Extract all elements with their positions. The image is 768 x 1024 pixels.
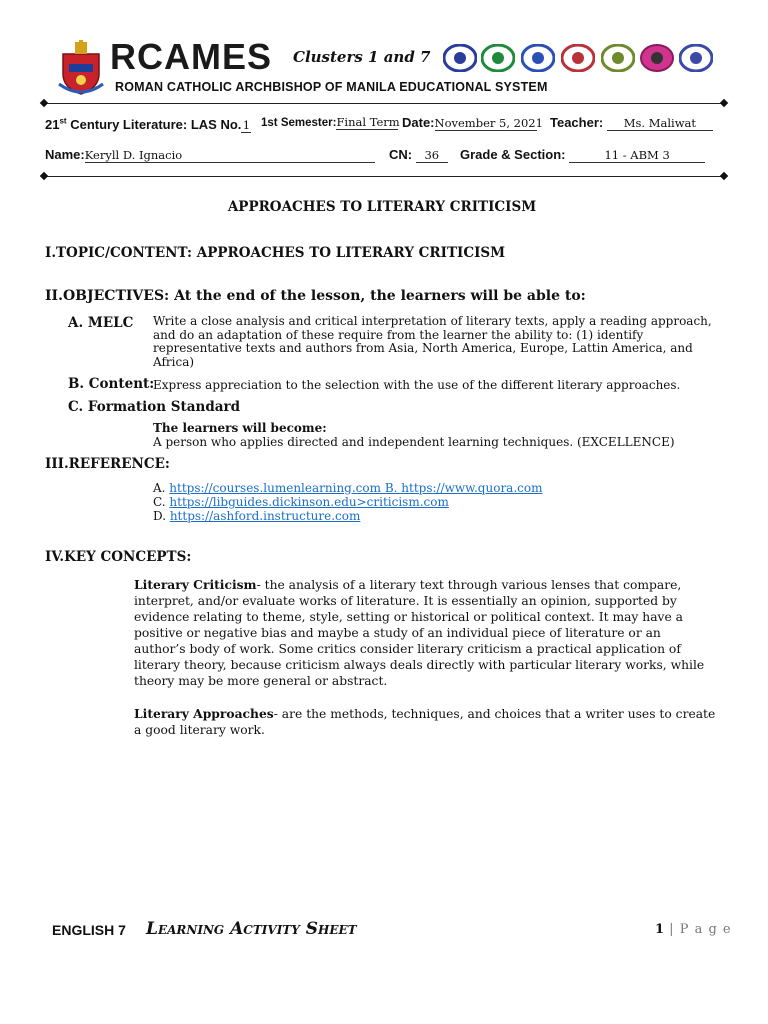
reference-heading: III.REFERENCE: xyxy=(45,456,170,472)
cluster-seal-6 xyxy=(640,44,674,72)
cluster-seal-4 xyxy=(561,44,595,72)
las-number-field[interactable]: 1 xyxy=(242,118,251,133)
grade-section-field xyxy=(460,147,705,163)
cn-label: CN: xyxy=(389,147,413,162)
reference-item-c: C. https://libguides.dickinson.edu>criticism.com xyxy=(153,495,449,509)
key-concepts-heading: IV.KEY CONCEPTS: xyxy=(45,549,192,565)
divider-diamond-left xyxy=(40,99,48,107)
melc-text: Write a close analysis and critical interpretation of literary texts, apply a reading approach, and do an adaptation of these require from the learner the ability to: (1) identify representative texts and authors from Asia, North America, Europe, Lattin America, and Africa) xyxy=(153,314,712,369)
objectives-heading: II.OBJECTIVES: At the end of the lesson, the learners will be able to: xyxy=(45,288,586,304)
cn-field xyxy=(389,147,448,163)
formation-standard-label: C. Formation Standard xyxy=(68,399,241,415)
organization-subtitle: ROMAN CATHOLIC ARCHBISHOP OF MANILA EDUCATIONAL SYSTEM xyxy=(115,80,548,94)
info-divider xyxy=(44,176,724,177)
cluster-seal-1 xyxy=(443,44,477,72)
learners-label: The learners will become: xyxy=(153,421,327,435)
reference-item-d: D. https://ashford.instructure.com xyxy=(153,509,361,523)
topic-heading: I.TOPIC/CONTENT: APPROACHES TO LITERARY CRITICISM xyxy=(45,245,506,261)
grade-section-value[interactable]: 11 - ABM 3 xyxy=(569,148,705,163)
footer-sheet-title: Learning Activity Sheet xyxy=(146,919,357,939)
literary-criticism-definition: Literary Criticism- the analysis of a literary text through various lenses that compare, interpret, and/or evaluate works of literature. It is essentially an opinion, supported by evidence relating to theme, style, setting or historical or political context. It may have a positive or negative bias and maybe a study of an individual piece of literature or an author’s body of work. Some critics consider literary criticism a practical application of literary theory, because criticism always deals directly with particular literary works, while theory may be more general or abstract. xyxy=(134,577,705,688)
brand-name: RCAMES xyxy=(110,36,273,77)
literary-criticism-term: Literary Criticism xyxy=(134,577,257,592)
reference-item-a: A. https://courses.lumenlearning.com B. https://www.quora.com xyxy=(153,481,543,495)
footer-subject: ENGLISH 7 xyxy=(52,922,126,938)
top-divider xyxy=(44,103,724,104)
teacher-label: Teacher: xyxy=(550,115,604,130)
teacher-value[interactable]: Ms. Maliwat xyxy=(607,116,713,131)
reference-link-d[interactable]: https://ashford.instructure.com xyxy=(169,509,361,523)
semester-value[interactable]: Final Term xyxy=(336,115,400,129)
document-title: APPROACHES TO LITERARY CRITICISM xyxy=(227,199,537,215)
date-field xyxy=(402,115,543,131)
cluster-seal-5 xyxy=(601,44,635,72)
reference-link-c[interactable]: https://libguides.dickinson.edu>criticism.com xyxy=(169,495,449,509)
subject-label: 21st Century Literature: LAS No. xyxy=(45,117,242,133)
name-label: Name: xyxy=(45,147,85,162)
learners-text: A person who applies directed and independent learning techniques. (EXCELLENCE) xyxy=(153,435,675,449)
semester-field xyxy=(261,115,398,130)
school-crest-logo xyxy=(53,40,109,96)
name-value[interactable]: Keryll D. Ignacio xyxy=(85,148,375,163)
subject-field xyxy=(45,117,251,133)
literary-approaches-definition: Literary Approaches- are the methods, techniques, and choices that a writer uses to create a good literary work. xyxy=(134,706,716,737)
content-text: Express appreciation to the selection with the use of the different literary approaches. xyxy=(153,378,681,392)
clusters-label: Clusters 1 and 7 xyxy=(293,48,431,66)
footer-page-number: 1 | P a g e xyxy=(655,922,732,937)
teacher-field xyxy=(550,115,713,131)
semester-label: 1st Semester: xyxy=(261,117,337,129)
grade-section-label: Grade & Section: xyxy=(460,147,566,162)
divider-diamond-left-2 xyxy=(40,172,48,180)
cluster-seal-7 xyxy=(679,44,713,72)
content-label: B. Content: xyxy=(68,376,155,392)
reference-link-a[interactable]: https://courses.lumenlearning.com B. https://www.quora.com xyxy=(169,481,543,495)
melc-label: A. MELC xyxy=(68,315,134,331)
name-field xyxy=(45,147,375,163)
date-value[interactable]: November 5, 2021 xyxy=(434,116,543,130)
cluster-seal-2 xyxy=(481,44,515,72)
date-label: Date: xyxy=(402,115,435,130)
literary-approaches-term: Literary Approaches xyxy=(134,706,274,721)
cluster-seal-3 xyxy=(521,44,555,72)
divider-diamond-right xyxy=(720,99,728,107)
cn-value[interactable]: 36 xyxy=(416,148,448,163)
divider-diamond-right-2 xyxy=(720,172,728,180)
